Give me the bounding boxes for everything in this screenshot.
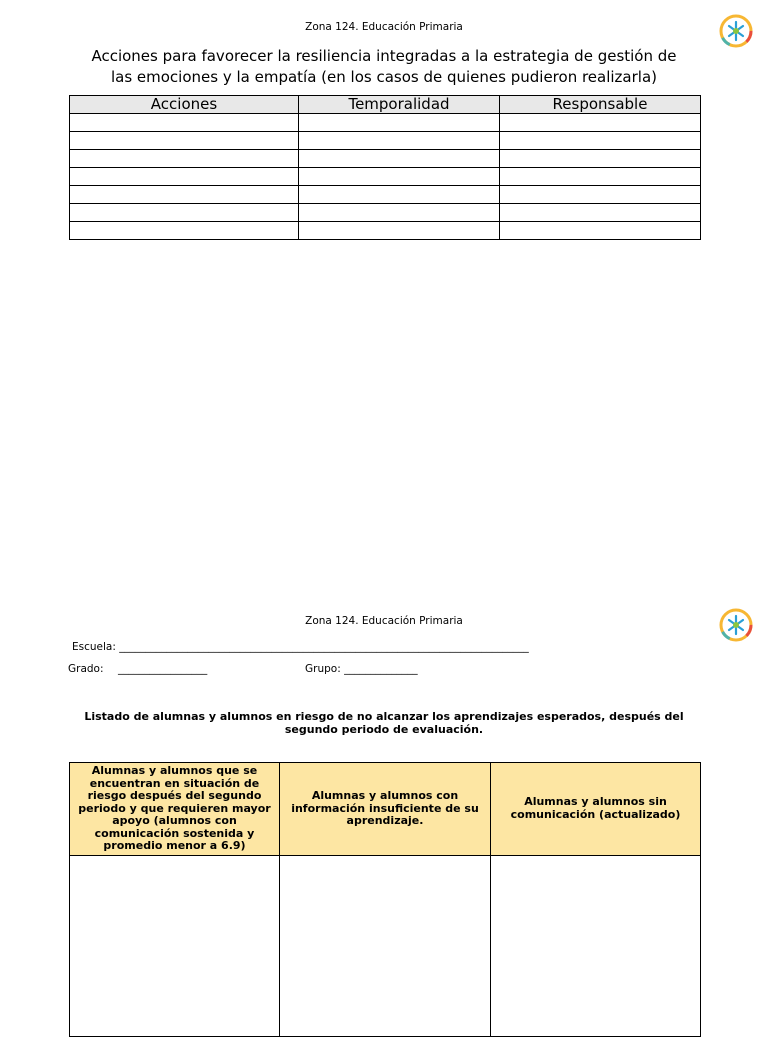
page2-title: Listado de alumnas y alumnos en riesgo de no alcanzar los aprendizajes esperados, después del segundo periodo de evaluación.	[84, 710, 684, 736]
title-line-1: Acciones para favorecer la resiliencia integradas a la estrategia de gestión de	[91, 47, 677, 65]
table-row	[70, 186, 701, 204]
title-line-2: las emociones y la empatía (en los casos de quienes pudieron realizarla)	[110, 68, 658, 86]
cell[interactable]	[70, 114, 299, 132]
table-row	[70, 114, 701, 132]
students-risk-table	[69, 762, 701, 1037]
cell[interactable]	[70, 204, 299, 222]
col-sin-comunicacion: Alumnas y alumnos sin comunicación (actualizado)	[491, 763, 701, 856]
page1-title	[60, 46, 708, 88]
actions-table	[69, 95, 701, 240]
page-header: Zona 124. Educación Primaria	[305, 615, 463, 627]
cell[interactable]	[500, 150, 701, 168]
table-row	[70, 132, 701, 150]
col-acciones: Acciones	[70, 96, 299, 114]
col-info-insuficiente: Alumnas y alumnos con información insuficiente de su aprendizaje.	[280, 763, 491, 856]
cell[interactable]	[299, 150, 500, 168]
cell[interactable]	[70, 186, 299, 204]
table-row	[70, 150, 701, 168]
cell[interactable]	[500, 204, 701, 222]
zone-logo-icon	[719, 608, 753, 642]
col-responsable: Responsable	[500, 96, 701, 114]
grado-field[interactable]: _________________	[118, 663, 208, 675]
cell[interactable]	[491, 855, 701, 1036]
cell[interactable]	[299, 114, 500, 132]
cell[interactable]	[70, 168, 299, 186]
cell[interactable]	[500, 222, 701, 240]
cell[interactable]	[280, 855, 491, 1036]
table-row	[70, 222, 701, 240]
col-riesgo: Alumnas y alumnos que se encuentran en situación de riesgo después del segundo periodo y que requieren mayor apoyo (alumnos con comunicación sostenida y promedio menor a 6.9)	[70, 763, 280, 856]
grado-label: Grado:	[68, 663, 104, 675]
cell[interactable]	[299, 132, 500, 150]
table-row	[70, 204, 701, 222]
cell[interactable]	[299, 222, 500, 240]
table-row	[70, 168, 701, 186]
zone-logo-icon	[719, 14, 753, 48]
cell[interactable]	[70, 132, 299, 150]
cell[interactable]	[70, 150, 299, 168]
cell[interactable]	[299, 168, 500, 186]
cell[interactable]	[500, 132, 701, 150]
col-temporalidad: Temporalidad	[299, 96, 500, 114]
cell[interactable]	[500, 186, 701, 204]
cell[interactable]	[500, 114, 701, 132]
cell[interactable]	[70, 855, 280, 1036]
cell[interactable]	[299, 204, 500, 222]
table-row	[70, 855, 701, 1036]
cell[interactable]	[70, 222, 299, 240]
page-header: Zona 124. Educación Primaria	[305, 21, 463, 33]
escuela-field[interactable]: Escuela: ______________________________________________________________________________	[72, 641, 529, 653]
cell[interactable]	[299, 186, 500, 204]
grupo-field[interactable]: Grupo: ______________	[305, 663, 418, 675]
cell[interactable]	[500, 168, 701, 186]
